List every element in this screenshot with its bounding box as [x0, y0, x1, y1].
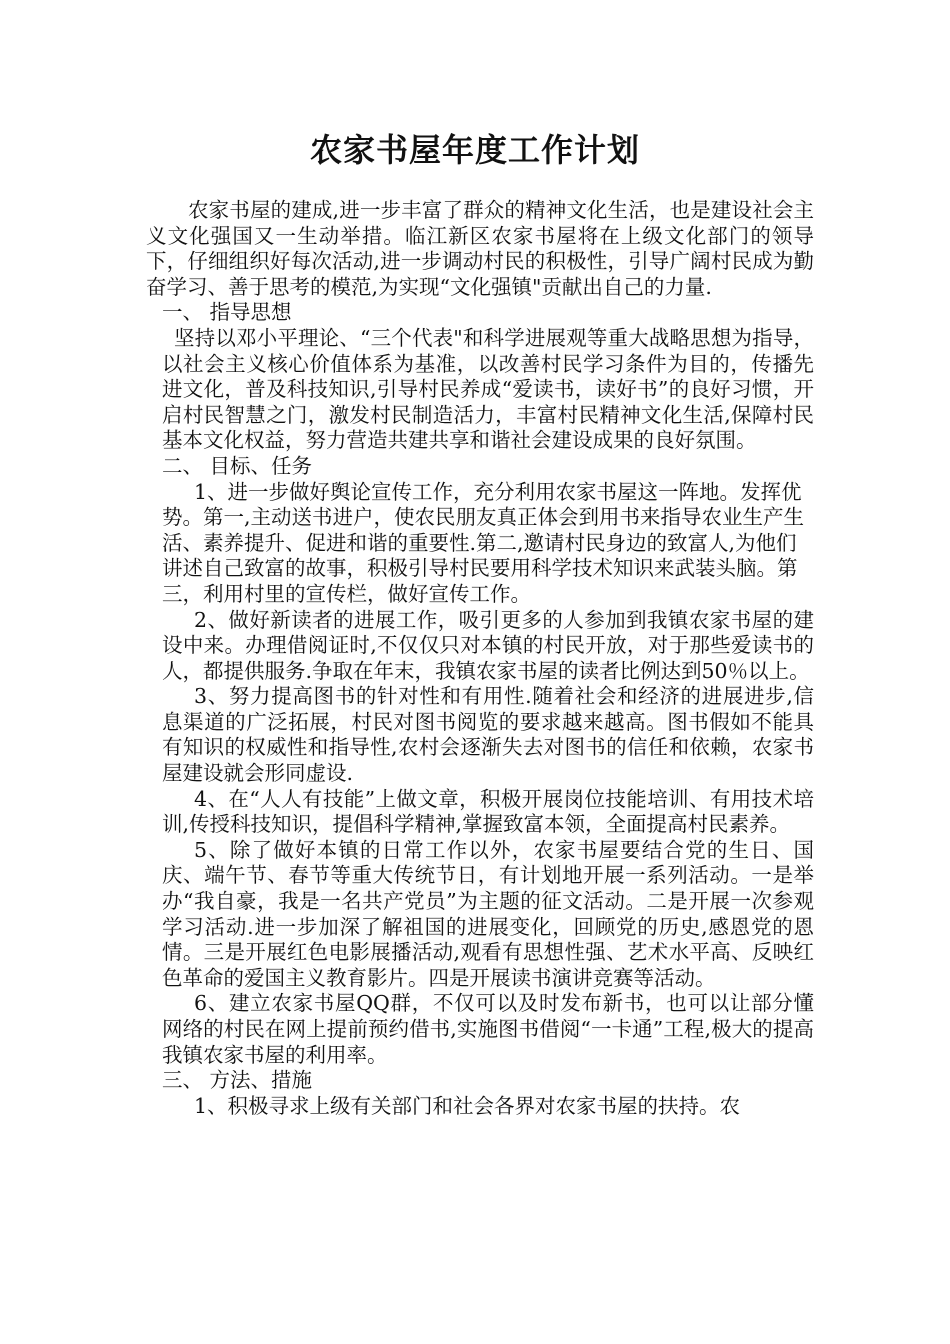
list-item-paragraph: 4、在“人人有技能”上做文章，积极开展岗位技能培训、有用技术培训,传授科技知识，提倡科学精神,掌握致富本领，全面提高村民素养。 [162, 786, 814, 837]
list-item-paragraph: 1、积极寻求上级有关部门和社会各界对农家书屋的扶持。农 [194, 1093, 741, 1118]
section-heading: 二、 目标、任务 [162, 453, 313, 478]
list-item-paragraph: 3、努力提高图书的针对性和有用性.随着社会和经济的进展进步,信息渠道的广泛拓展，村民对图书阅览的要求越来越高。图书假如不能具有知识的权威性和指导性,农村会逐渐失去对图书的信任和依赖，农家书屋建设就会形同虚设. [162, 684, 814, 786]
section-paragraph: 坚持以邓小平理论、“三个代表"和科学进展观等重大战略思想为指导，以社会主义核心价值体系为基准，以改善村民学习条件为目的，传播先进文化，普及科技知识,引导村民养成“爱读书，读好书”的良好习惯，开启村民智慧之门，激发村民制造活力，丰富村民精神文化生活,保障村民基本文化权益，努力营造共建共享和谐社会建设成果的良好氛围。 [162, 325, 814, 453]
list-item-paragraph: 5、除了做好本镇的日常工作以外，农家书屋要结合党的生日、国庆、端午节、春节等重大传统节日，有计划地开展一系列活动。一是举办“我自豪，我是一名共产党员”为主题的征文活动。二是开展一次参观学习活动.进一步加深了解祖国的进展变化，回顾党的历史,感恩党的恩情。三是开展红色电影展播活动,观看有思想性强、艺术水平高、反映红色革命的爱国主义教育影片。四是开展读书演讲竞赛等活动。 [162, 837, 814, 990]
section-goals-tasks [146, 454, 814, 1068]
section-guiding-ideology [146, 300, 814, 454]
document-body [146, 198, 814, 1119]
document-title: 农家书屋年度工作计划 [309, 131, 640, 169]
section-heading: 一、 指导思想 [162, 300, 292, 325]
list-item-paragraph: 1、进一步做好舆论宣传工作，充分利用农家书屋这一阵地。发挥优势。第一,主动送书进户，使农民朋友真正体会到用书来指导农业生产生活、素养提升、促进和谐的重要性.第二,邀请村民身边的致富人,为他们讲述自己致富的故事，积极引导村民要用科学技术知识来武装头脑。第三，利用村里的宣传栏，做好宣传工作。 [162, 479, 805, 606]
list-item-paragraph: 2、做好新读者的进展工作，吸引更多的人参加到我镇农家书屋的建设中来。办理借阅证时,不仅仅只对本镇的村民开放，对于那些爱读书的人，都提供服务.争取在年末，我镇农家书屋的读者比例达到50％以上。 [162, 607, 814, 683]
intro-paragraph: 农家书屋的建成,进一步丰富了群众的精神文化生活，也是建设社会主义文化强国又一生动举措。临江新区农家书屋将在上级文化部门的领导下，仔细组织好每次活动,进一步调动村民的积极性，引导广阔村民成为勤奋学习、善于思考的模范,为实现“文化强镇"贡献出自己的力量. [146, 198, 814, 299]
section-methods-measures [146, 1068, 814, 1119]
section-heading: 三、 方法、措施 [162, 1068, 313, 1093]
list-item-paragraph: 6、建立农家书屋QQ群，不仅可以及时发布新书，也可以让部分懂网络的村民在网上提前预约借书,实施图书借阅“一卡通”工程,极大的提高我镇农家书屋的利用率。 [162, 991, 814, 1067]
